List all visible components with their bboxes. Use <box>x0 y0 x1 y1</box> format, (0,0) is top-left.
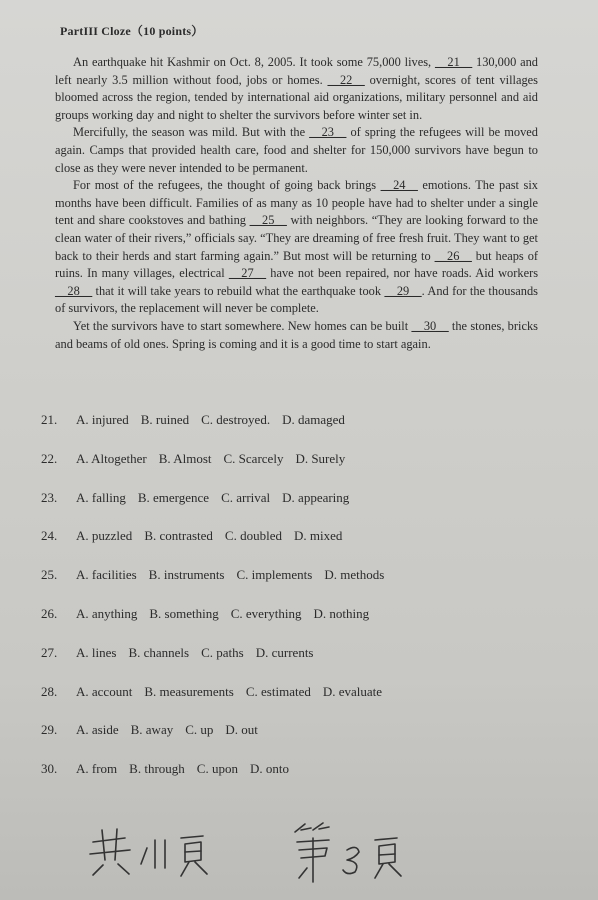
option-c: C. implements <box>236 567 313 583</box>
option-b: B. Almost <box>158 450 212 466</box>
question-row <box>41 722 561 761</box>
text: have not been repaired, nor have roads. Aid workers <box>270 266 539 281</box>
option-b: B. ruined <box>140 412 190 427</box>
question-number: 26. <box>41 605 58 621</box>
section-title: PartIII Cloze（10 points） <box>60 24 204 38</box>
question-number: 25. <box>41 567 58 583</box>
question-number: 23. <box>41 489 58 505</box>
option-a: A. injured <box>76 412 129 427</box>
question-number: 27. <box>41 644 58 660</box>
question-number: 21. <box>41 412 58 427</box>
option-c: C. estimated <box>245 683 311 699</box>
option-a: A. puzzled <box>76 528 133 544</box>
question-number: 29. <box>41 722 58 738</box>
paragraph-1 <box>55 54 538 124</box>
option-b: B. channels <box>128 644 190 660</box>
option-b: B. something <box>149 605 219 621</box>
option-b: B. contrasted <box>144 528 213 544</box>
blank-27: __27__ <box>228 266 267 281</box>
option-c: C. everything <box>230 605 302 621</box>
option-a: A. falling <box>76 489 126 505</box>
paragraph-4 <box>55 318 538 353</box>
question-row <box>41 606 561 645</box>
question-number: 24. <box>41 528 58 544</box>
blank-24: __24__ <box>380 178 418 193</box>
handwriting-left <box>90 829 207 876</box>
question-row <box>41 451 561 490</box>
option-d: D. nothing <box>313 605 370 621</box>
option-a: A. anything <box>76 605 138 621</box>
text: with neighbors. “They are looking forward to the clean water of their rivers,” officials say. “They are dreaming of free fresh fruit. They want to get back to their herds and start farming again.” But most will be returning to <box>55 213 538 263</box>
option-d: D. Surely <box>295 450 346 466</box>
option-d: D. damaged <box>282 412 345 427</box>
handwritten-page-note <box>85 820 425 890</box>
question-row <box>41 684 561 723</box>
text: emotions. The past six months have been difficult. Families of as many as 10 people have had to shelter under a single tent and share cookstoves and bathing <box>55 178 538 228</box>
question-number: 28. <box>41 683 58 699</box>
option-c: C. upon <box>196 761 238 777</box>
blank-23: __23__ <box>309 125 347 140</box>
cloze-passage <box>55 54 538 353</box>
blank-25: __25__ <box>249 213 287 228</box>
question-number: 30. <box>41 761 58 777</box>
text: For most of the refugees, the thought of going back brings <box>73 178 377 193</box>
blank-30: __30__ <box>411 318 449 333</box>
option-a: A. from <box>76 761 118 777</box>
option-b: B. emergence <box>137 489 210 505</box>
blank-21: __21__ <box>434 55 473 69</box>
option-b: B. measurements <box>144 683 234 699</box>
text: . And for the thousands of survivors, the replacement will never be complete. <box>55 283 538 316</box>
paragraph-2 <box>55 124 538 177</box>
text: that it will take years to rebuild what the earthquake took <box>95 283 382 298</box>
option-b: B. instruments <box>148 567 225 583</box>
option-a: A. aside <box>76 722 119 738</box>
text: Yet the survivors have to start somewhere. New homes can be built <box>73 318 409 333</box>
option-d: D. currents <box>255 644 314 660</box>
option-a: A. account <box>76 683 133 699</box>
option-d: D. evaluate <box>322 683 383 699</box>
blank-29: __29__ <box>384 283 422 298</box>
text: the stones, bricks and beams of old ones. Spring is coming and it is a good time to start again. <box>55 318 538 351</box>
paragraph-3 <box>55 177 538 318</box>
option-c: C. paths <box>201 644 244 660</box>
question-row <box>41 761 561 800</box>
option-b: B. away <box>130 722 174 738</box>
option-a: A. lines <box>76 644 117 660</box>
text: Mercifully, the season was mild. But with the <box>73 125 306 140</box>
question-number: 22. <box>41 450 58 466</box>
option-c: C. Scarcely <box>223 450 284 466</box>
question-row <box>41 567 561 606</box>
option-c: C. up <box>185 722 214 738</box>
text: 130,000 and left nearly 3.5 million without food, jobs or homes. <box>55 55 538 87</box>
blank-26: __26__ <box>434 248 472 263</box>
option-c: C. arrival <box>221 489 271 505</box>
text: of spring the refugees will be moved again. Camps that provided health care, food and shelter for 150,000 survivors have begun to close as they were never intended to be permanent. <box>55 125 538 175</box>
option-a: A. Altogether <box>76 450 147 466</box>
text: but heaps of ruins. In many villages, electrical <box>55 248 539 281</box>
option-d: D. mixed <box>293 528 343 544</box>
option-c: C. destroyed. <box>201 412 271 427</box>
blank-22: __22__ <box>327 72 365 87</box>
handwriting-right <box>295 823 401 882</box>
text: An earthquake hit Kashmir on Oct. 8, 2005. It took some 75,000 lives, <box>73 55 432 69</box>
question-row <box>41 412 561 451</box>
option-a: A. facilities <box>76 567 137 583</box>
option-d: D. out <box>225 722 258 738</box>
option-b: B. through <box>129 761 185 777</box>
option-d: D. onto <box>249 761 289 777</box>
question-row <box>41 528 561 567</box>
option-d: D. methods <box>324 567 385 583</box>
answer-options <box>41 412 561 800</box>
question-row <box>41 490 561 529</box>
text: overnight, scores of tent villages bloomed across the region, tended by international aid organizations, military personnel and aid groups working day and night to shelter the survivors before winter set in. <box>55 72 538 122</box>
blank-28: __28__ <box>55 283 93 298</box>
option-c: C. doubled <box>224 528 282 544</box>
option-d: D. appearing <box>282 489 350 505</box>
question-row <box>41 645 561 684</box>
